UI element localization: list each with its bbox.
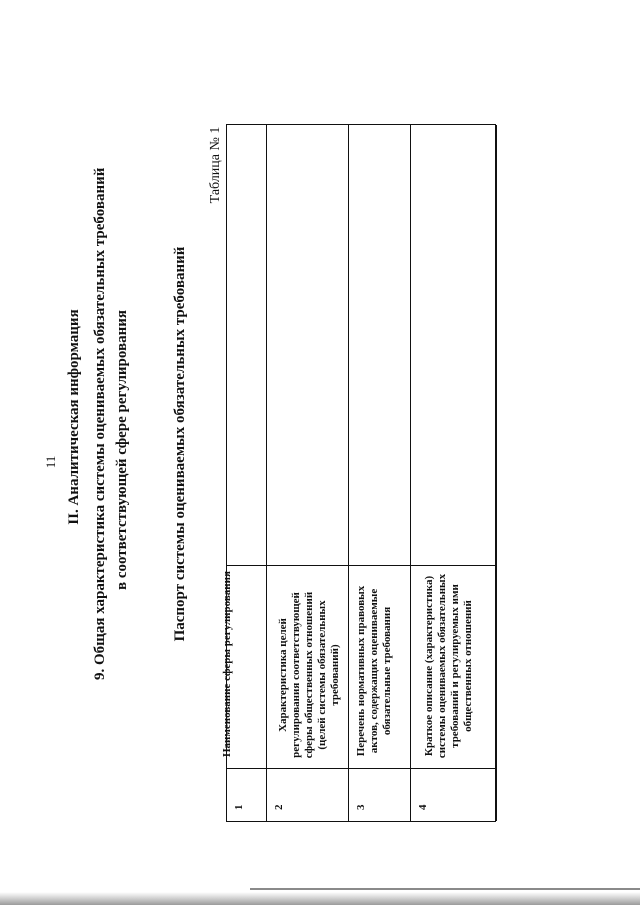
row-value-empty[interactable] (451, 247, 465, 437)
row-label: Наименование сферы регулирования (221, 571, 233, 757)
section-title: II. Аналитическая информация (66, 309, 82, 525)
subsection-title-line-1: 9. Общая характеристика системы оцениваемых обязательных требований (92, 167, 108, 680)
page-edge-line (250, 888, 640, 890)
subsection-title (89, 167, 133, 680)
row-value-empty[interactable] (235, 247, 249, 437)
table-label: Таблица № 1 (208, 126, 223, 204)
table-row (349, 125, 411, 821)
row-label: Краткое описание (характеристика) системы оцениваемых обязательных требований и регулируемых ими общественных отношений (423, 573, 474, 759)
row-value-empty[interactable] (377, 247, 391, 437)
page-edge-shadow (0, 892, 640, 905)
row-label: Характеристика целей регулирования соответствующей сферы общественных отношений (целей системы обязательных требований) (277, 591, 341, 759)
row-number: 3 (355, 804, 367, 810)
passport-title: Паспорт системы оцениваемых обязательных требований (172, 246, 188, 642)
number-column-divider (227, 768, 495, 769)
table-row (221, 125, 267, 821)
row-label: Перечень нормативных правовых актов, содержащих оцениваемые обязательные требования (355, 585, 393, 757)
passport-table (221, 124, 496, 822)
label-column-divider (227, 565, 495, 566)
row-number: 2 (273, 804, 285, 810)
table-row (267, 125, 349, 821)
page-number: 11 (43, 455, 58, 469)
row-number: 1 (233, 804, 245, 810)
subsection-title-line-2: в соответствующей сфере регулирования (114, 310, 130, 590)
row-number: 4 (417, 804, 429, 810)
row-value-empty[interactable] (305, 247, 319, 437)
table-row (411, 125, 497, 821)
